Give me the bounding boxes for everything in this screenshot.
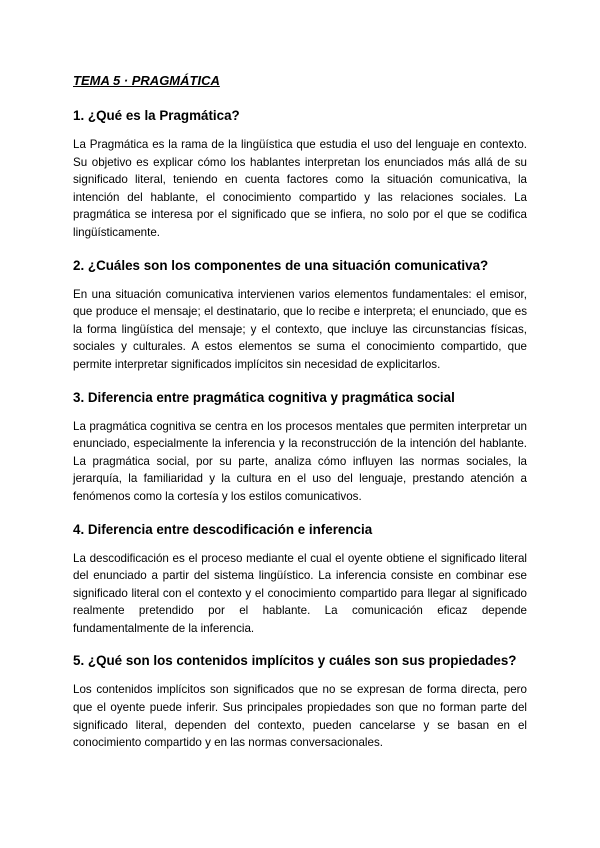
section-body: La pragmática cognitiva se centra en los procesos mentales que permiten interpretar un enunciado, especialmente la inferencia y la reconstrucción de la intención del hablante. La pragmática social, por su parte, analiza cómo influyen las normas sociales, la jerarquía, la familiaridad y la cultura en el uso del lenguaje, prestando atención a fenómenos como la cortesía y los estilos comunicativos. <box>73 419 527 503</box>
section-body: Los contenidos implícitos son significados que no se expresan de forma directa, pero que el oyente puede inferir. Sus principales propiedades son que no forman parte del significado literal, dependen del contexto, pueden cancelarse y se basan en el conocimiento compartido y en las normas conversacionales. <box>73 683 527 750</box>
section-heading: 3. Diferencia entre pragmática cognitiva y pragmática social <box>73 389 455 405</box>
document-content <box>73 72 527 767</box>
section-3 <box>73 389 527 506</box>
section-5 <box>73 652 527 751</box>
section-body: La descodificación es el proceso mediante el cual el oyente obtiene el significado literal del enunciado a partir del sistema lingüístico. La inferencia consiste en combinar ese significado literal con el contexto y el conocimiento compartido para llegar al significado realmente pretendido por el hablante. La comunicación eficaz depende fundamentalmente de la inferencia. <box>73 551 527 635</box>
section-heading: 1. ¿Qué es la Pragmática? <box>73 108 240 123</box>
section-2 <box>73 257 527 374</box>
section-1 <box>73 107 527 242</box>
section-body: En una situación comunicativa intervienen varios elementos fundamentales: el emisor, que produce el mensaje; el destinatario, que lo recibe e interpreta; el enunciado, que es la forma lingüística del mensaje; y el contexto, que incluye las circunstancias físicas, sociales y culturales. A estos elementos se suma el conocimiento compartido, que permite interpretar significados implícitos sin necesidad de explicitarlos. <box>73 287 527 371</box>
section-heading: 2. ¿Cuáles son los componentes de una situación comunicativa? <box>73 257 489 273</box>
document-title: TEMA 5 · PRAGMÁTICA <box>73 73 220 88</box>
section-4 <box>73 521 527 638</box>
section-heading: 4. Diferencia entre descodificación e inferencia <box>73 521 373 537</box>
section-heading: 5. ¿Qué son los contenidos implícitos y cuáles son sus propiedades? <box>73 653 517 669</box>
section-body: La Pragmática es la rama de la lingüística que estudia el uso del lenguaje en contexto. Su objetivo es explicar cómo los hablantes interpretan los enunciados más allá de su significado literal, teniendo en cuenta factores como la situación comunicativa, la intención del hablante, el conocimiento compartido y las relaciones sociales. La pragmática se interesa por el significado que se infiera, no solo por el que se codifica lingüísticamente. <box>73 138 527 239</box>
